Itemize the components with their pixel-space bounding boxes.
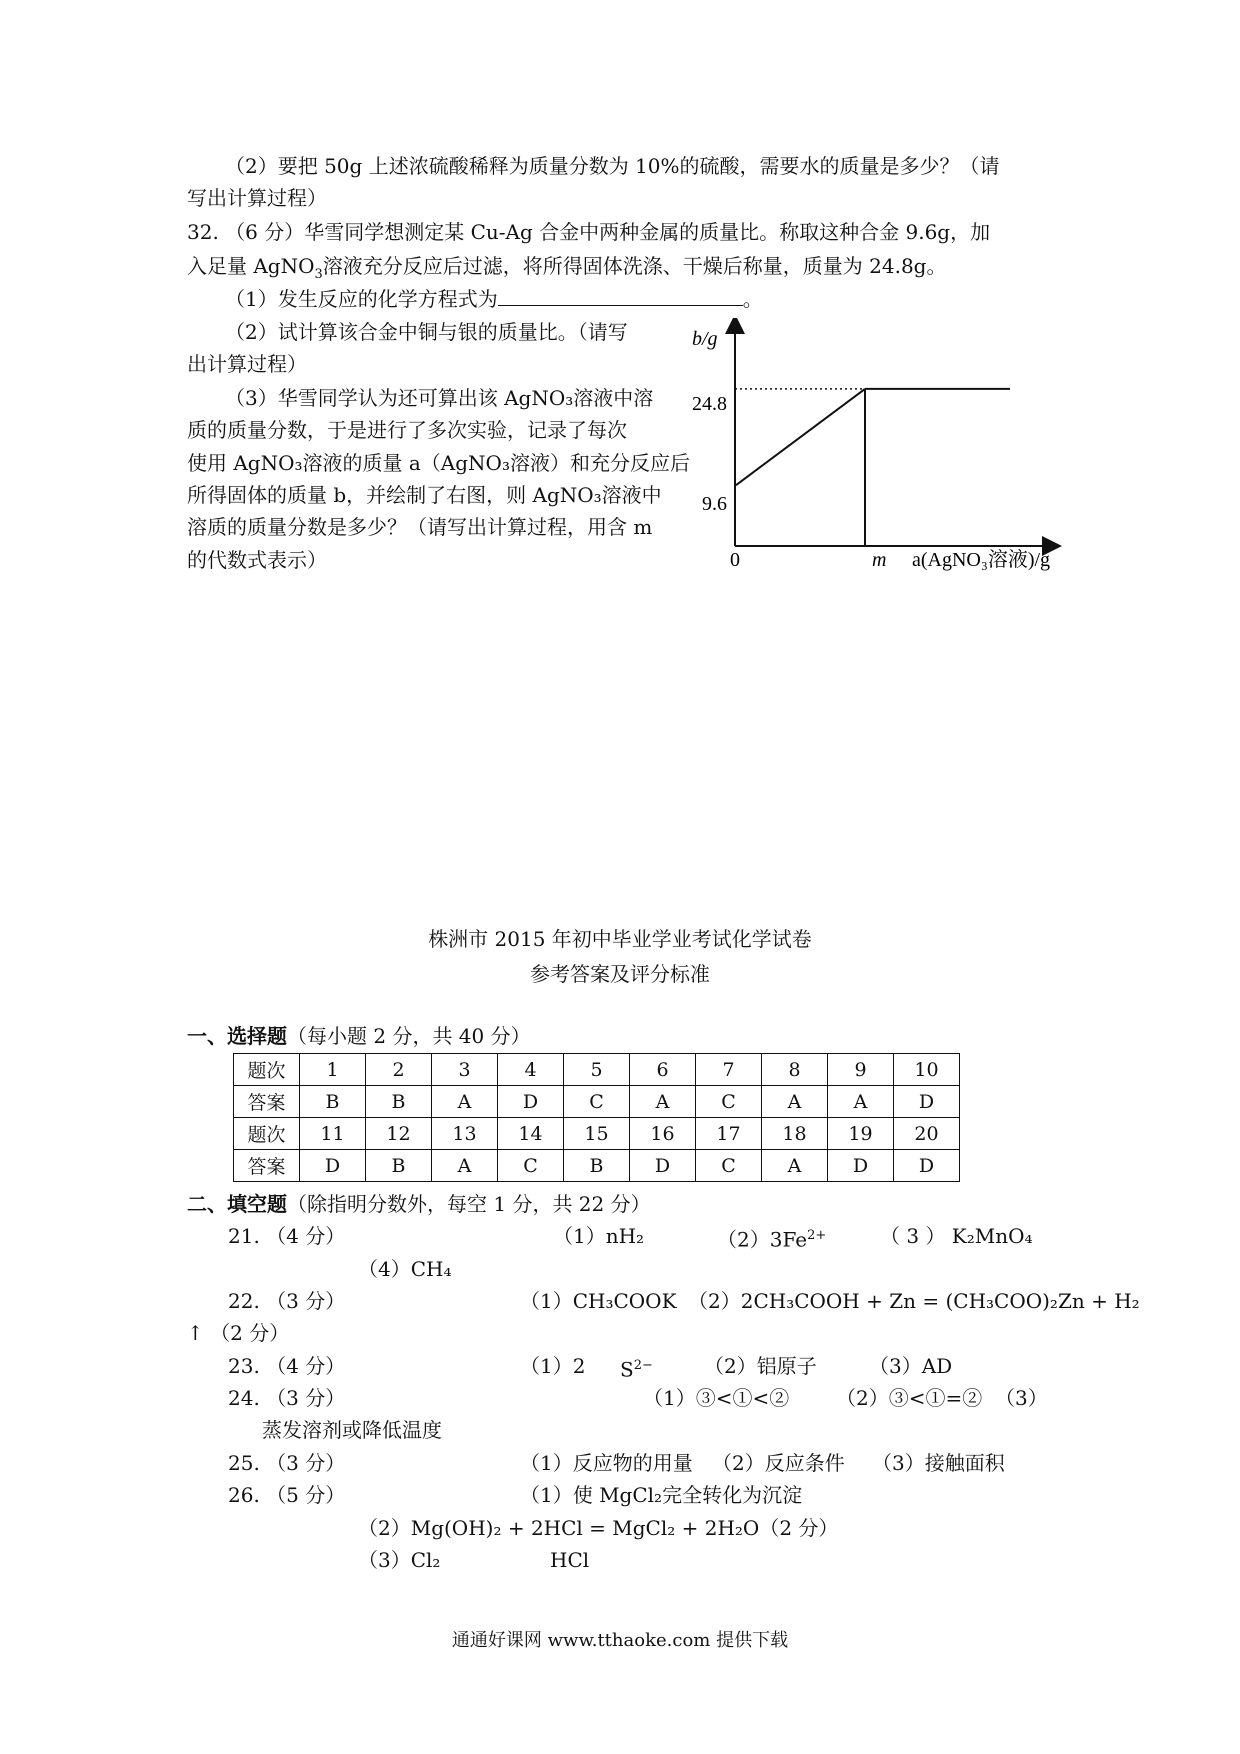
table-cell: A: [762, 1150, 828, 1182]
q32-part2-line2: 出计算过程）: [187, 352, 307, 376]
a22-part2: （2）2CH₃COOH + Zn = (CH₃COO)₂Zn + H₂: [688, 1289, 1140, 1313]
q32-part3-line4: 所得固体的质量 b，并绘制了右图，则 AgNO₃溶液中: [187, 483, 662, 507]
table-cell: 9: [828, 1054, 894, 1086]
table-row-label: 题次: [234, 1054, 300, 1086]
answer-blank: [498, 285, 743, 306]
table-cell: 6: [630, 1054, 696, 1086]
a23-part2: （2）铝原子: [704, 1354, 817, 1378]
q32-part3-line6: 的代数式表示）: [187, 548, 327, 572]
table-cell: B: [366, 1086, 432, 1118]
table-cell: 12: [366, 1118, 432, 1150]
q32-part3-line3: 使用 AgNO₃溶液的质量 a（AgNO₃溶液）和充分反应后: [187, 451, 690, 475]
table-cell: C: [696, 1150, 762, 1182]
footer-source: 通通好课网 www.tthaoke.com 提供下载: [451, 1630, 789, 1651]
table-cell: B: [564, 1150, 630, 1182]
table-cell: 3: [432, 1054, 498, 1086]
series-line-rising: [736, 389, 865, 485]
table-cell: 10: [894, 1054, 960, 1086]
table-cell: 11: [300, 1118, 366, 1150]
y-tick-9-6: 9.6: [702, 493, 727, 515]
table-cell: 7: [696, 1054, 762, 1086]
table-cell: 17: [696, 1118, 762, 1150]
table-cell: 1: [300, 1054, 366, 1086]
q32-part2-line1: （2）试计算该合金中铜与银的质量比。（请写: [225, 320, 628, 344]
origin-label: 0: [730, 549, 740, 571]
table-cell: A: [432, 1150, 498, 1182]
table-row: [234, 1086, 960, 1118]
a24-part3: （3）: [995, 1386, 1048, 1410]
a26-part2: （2）Mg(OH)₂ + 2HCl = MgCl₂ + 2H₂O（2 分）: [358, 1516, 839, 1540]
a25-part3: （3）接触面积: [872, 1451, 1005, 1475]
q31-part2-line1: （2）要把 50g 上述浓硫酸稀释为质量分数为 10%的硫酸，需要水的质量是多少？（请: [225, 154, 1000, 178]
table-cell: D: [894, 1086, 960, 1118]
a21-part2: $(2)3Fe^{2+}$: [717, 1227, 827, 1252]
table-cell: D: [498, 1086, 564, 1118]
table-cell: 14: [498, 1118, 564, 1150]
section1-heading: 一、选择题（每小题 2 分，共 40 分）: [187, 1024, 531, 1048]
table-cell: D: [894, 1150, 960, 1182]
a22-part3: ↑ （2 分）: [187, 1321, 290, 1345]
a23-part1b: $S^{2-}$: [620, 1357, 653, 1382]
a24-part2: （2）③<①=②: [836, 1386, 983, 1410]
a23-number: 23. （4 分）: [228, 1354, 346, 1378]
table-cell: 5: [564, 1054, 630, 1086]
answer-table: [233, 1053, 960, 1182]
table-row: [234, 1054, 960, 1086]
table-row-label: 答案: [234, 1150, 300, 1182]
table-row-label: 题次: [234, 1118, 300, 1150]
table-cell: D: [300, 1150, 366, 1182]
a25-number: 25. （3 分）: [228, 1451, 346, 1475]
table-cell: 4: [498, 1054, 564, 1086]
table-cell: A: [762, 1086, 828, 1118]
table-row: [234, 1150, 960, 1182]
table-cell: A: [630, 1086, 696, 1118]
a22-number: 22. （3 分）: [228, 1289, 346, 1313]
table-cell: 19: [828, 1118, 894, 1150]
table-cell: C: [498, 1150, 564, 1182]
table-cell: C: [696, 1086, 762, 1118]
table-cell: 16: [630, 1118, 696, 1150]
a24-part3-answer: 蒸发溶剂或降低温度: [262, 1418, 442, 1442]
q32-intro-line2: 入足量 AgNO$_3$溶液充分反应后过滤，将所得固体洗涤、干燥后称量，质量为 24.8g。: [187, 254, 947, 282]
x-tick-m: m: [872, 549, 887, 571]
table-cell: C: [564, 1086, 630, 1118]
a21-part4: （4）CH₄: [358, 1257, 452, 1281]
q32-intro-line1: 32. （6 分）华雪同学想测定某 Cu-Ag 合金中两种金属的质量比。称取这种合金 9.6g，加: [187, 220, 991, 244]
table-row: [234, 1118, 960, 1150]
q32-part3-line5: 溶质的质量分数是多少？（请写出计算过程，用含 m: [187, 515, 653, 539]
answers-title: 株洲市 2015 年初中毕业学业考试化学试卷: [428, 927, 812, 951]
q31-part2-line2: 写出计算过程）: [187, 186, 327, 210]
a22-part1: （1）CH₃COOK: [520, 1289, 677, 1313]
a21-part1: （1）nH₂: [553, 1224, 645, 1248]
table-cell: 2: [366, 1054, 432, 1086]
table-cell: B: [366, 1150, 432, 1182]
a23-part1: （1）2: [520, 1354, 586, 1378]
answers-subtitle: 参考答案及评分标准: [530, 962, 710, 986]
table-cell: A: [828, 1086, 894, 1118]
x-axis-label: a(AgNO₃溶液)/g: [912, 549, 1051, 571]
mass-graph: [680, 318, 1100, 578]
a26-part1: （1）使 MgCl₂完全转化为沉淀: [520, 1483, 803, 1507]
table-cell: D: [828, 1150, 894, 1182]
a26-number: 26. （5 分）: [228, 1483, 346, 1507]
table-cell: 13: [432, 1118, 498, 1150]
y-axis-label: b/g: [692, 328, 718, 350]
table-cell: B: [300, 1086, 366, 1118]
a24-number: 24. （3 分）: [228, 1386, 346, 1410]
a21-part3: （ 3 ） K₂MnO₄: [880, 1224, 1033, 1248]
table-cell: 18: [762, 1118, 828, 1150]
table-row-label: 答案: [234, 1086, 300, 1118]
table-cell: 20: [894, 1118, 960, 1150]
a26-part3: （3）Cl₂: [358, 1548, 441, 1572]
a21-number: 21. （4 分）: [228, 1224, 346, 1248]
a24-part1: （1）③<①<②: [643, 1386, 790, 1410]
a23-part3: （3）AD: [869, 1354, 953, 1378]
table-cell: D: [630, 1150, 696, 1182]
section2-heading: 二、填空题（除指明分数外，每空 1 分，共 22 分）: [187, 1192, 651, 1216]
table-cell: 15: [564, 1118, 630, 1150]
a26-part3b: HCl: [550, 1548, 590, 1572]
q32-part1: （1）发生反应的化学方程式为 。: [225, 287, 763, 311]
q32-part3-line2: 质的质量分数，于是进行了多次实验，记录了每次: [187, 418, 627, 442]
table-cell: 8: [762, 1054, 828, 1086]
y-tick-24-8: 24.8: [692, 393, 727, 415]
table-cell: A: [432, 1086, 498, 1118]
q32-part3-line1: （3）华雪同学认为还可算出该 AgNO₃溶液中溶: [225, 386, 654, 410]
a25-part1: （1）反应物的用量: [520, 1451, 693, 1475]
a25-part2: （2）反应条件: [712, 1451, 845, 1475]
